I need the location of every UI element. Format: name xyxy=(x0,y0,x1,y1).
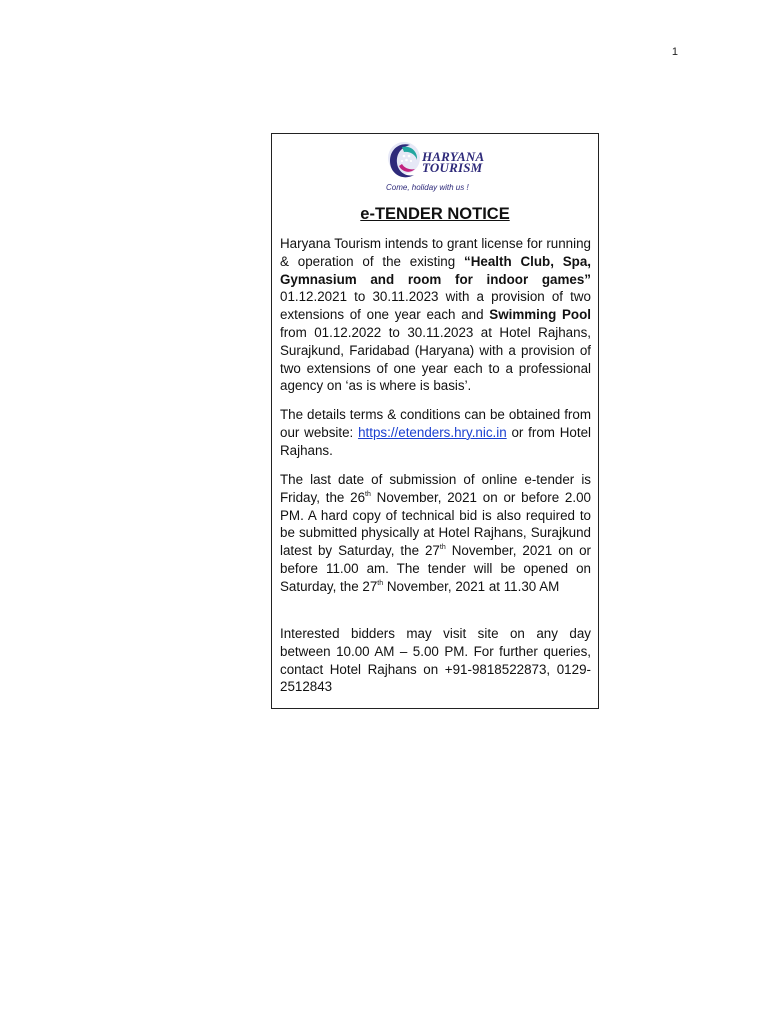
p1-bold-services: “Health Club, Spa, Gymnasium and room for indoor games” xyxy=(280,253,592,287)
p1-text-2: 01.12.2021 to 30.11.2023 with a provision of two extensions of one year each and xyxy=(280,289,591,323)
p3-text-2: November, 2021 on or before 2.00 PM. A hard copy of technical bid is also required to be submitted physically at Hotel Rajhans, Surajkund latest by Saturday, the 27 xyxy=(280,489,591,559)
p3-text-1: The last date of submission of online e-tender is Friday, the 26 xyxy=(280,472,591,505)
logo-line-2: TOURISM xyxy=(422,160,483,175)
p3-text-3: November, 2021 on or before 11.00 am. The tender will be opened on Saturday, the 27 xyxy=(280,543,591,594)
p2-text-1: The details terms & conditions can be obtained from our website: xyxy=(280,407,591,440)
notice-paragraph-2 xyxy=(280,406,591,459)
logo-line-1: HARYANA xyxy=(422,149,485,164)
notice-title: e-TENDER NOTICE xyxy=(360,205,510,223)
logo-emblem-icon xyxy=(384,139,424,181)
tender-notice-box xyxy=(271,133,599,709)
logo-wordmark xyxy=(422,151,484,173)
p3-sup-1: th xyxy=(365,490,371,498)
p3-sup-2: th xyxy=(439,544,446,552)
logo-tagline: Come, holiday with us ! xyxy=(386,183,469,192)
notice-paragraph-3 xyxy=(280,471,591,596)
notice-paragraph-4: Interested bidders may visit site on any day between 10.00 AM – 5.00 PM. For further queries, contact Hotel Rajhans on +91-9818522873, 0129- 2512843 xyxy=(280,626,591,695)
haryana-tourism-logo xyxy=(272,139,598,197)
p1-text-3: from 01.12.2022 to 30.11.2023 at Hotel Rajhans, Surajkund, Faridabad (Haryana) with a provision of two extensions of one year each to a professional agency on ‘as is where is basis’. xyxy=(280,324,591,394)
notice-paragraph-1 xyxy=(280,235,591,395)
p1-bold-swimming-pool: Swimming Pool xyxy=(489,307,591,323)
p3-text-4: November, 2021 at 11.30 AM xyxy=(383,578,560,594)
etenders-website-link[interactable]: https://etenders.hry.nic.in xyxy=(358,424,507,440)
p1-text-1: Haryana Tourism intends to grant license for running & operation of the existing xyxy=(280,236,591,269)
p3-sup-3: th xyxy=(377,579,384,587)
p2-text-2: or from Hotel Rajhans. xyxy=(280,424,592,458)
page-number: 1 xyxy=(671,46,678,58)
